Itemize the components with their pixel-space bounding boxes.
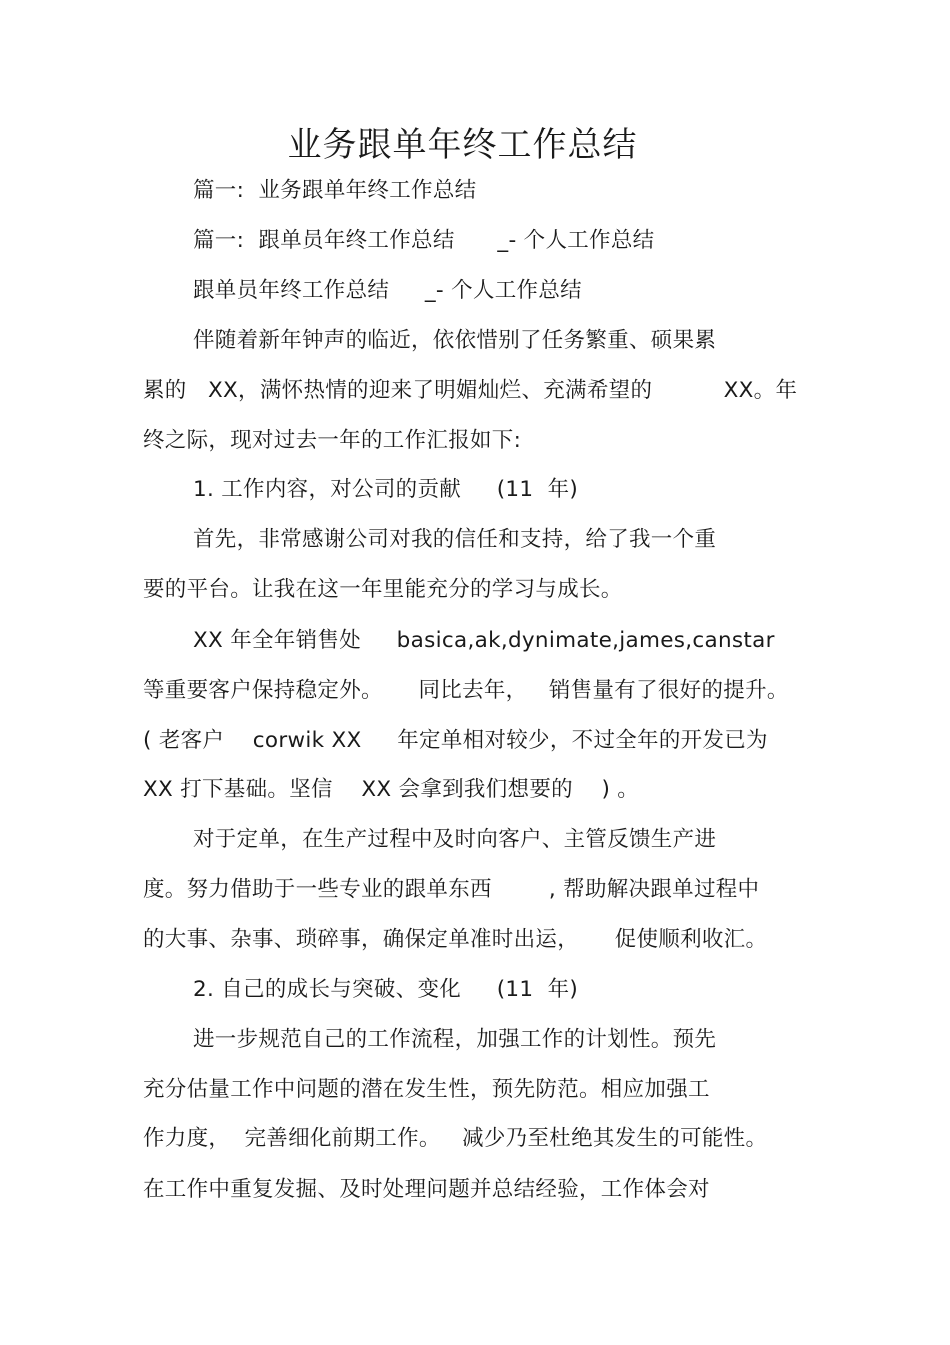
section-heading: 2. 自己的成长与突破、变化 (11 年) [193,977,579,1002]
paragraph-line: 首先，非常感谢公司对我的信任和支持，给了我一个重 [193,527,717,552]
paragraph-line: 要的平台。让我在这一年里能充分的学习与成长。 [143,577,623,602]
paragraph-line: 伴随着新年钟声的临近，依依惜别了任务繁重、硕果累 [193,328,717,353]
paragraph-line: 的大事、杂事、琐碎事，确保定单准时出运， 促使顺利收汇。 [143,927,768,952]
paragraph-line: ( 老客户 corwik XX 年定单相对较少，不过全年的开发已为 [143,728,768,753]
paragraph-line: 充分估量工作中问题的潜在发生性，预先防范。相应加强工 [143,1077,710,1102]
paragraph-line: 对于定单，在生产过程中及时向客户、主管反馈生产进 [193,827,717,852]
paragraph-line: 终之际，现对过去一年的工作汇报如下: [143,428,522,453]
section-heading: 1. 工作内容，对公司的贡献 (11 年) [193,477,579,502]
subtitle-line: 篇一: 业务跟单年终工作总结 [193,178,477,203]
paragraph-line: 在工作中重复发掘、及时处理问题并总结经验，工作体会对 [143,1177,710,1202]
paragraph-line: 累的 XX，满怀热情的迎来了明媚灿烂、充满希望的 XX。年 [143,378,798,403]
paragraph-line: 作力度， 完善细化前期工作。 减少乃至杜绝其发生的可能性。 [143,1126,768,1151]
paragraph-line: 度。努力借助于一些专业的跟单东西 , 帮助解决跟单过程中 [143,877,760,902]
subtitle-line: 跟单员年终工作总结 _- 个人工作总结 [193,278,582,303]
paragraph-line: 进一步规范自己的工作流程，加强工作的计划性。预先 [193,1027,717,1052]
document-title: 业务跟单年终工作总结 [287,125,638,165]
paragraph-line: XX 打下基础。坚信 XX 会拿到我们想要的 ) 。 [143,777,640,802]
paragraph-line: XX 年全年销售处 basica,ak,dynimate,james,canstar [193,628,775,653]
paragraph-line: 等重要客户保持稳定外。 同比去年， 销售量有了很好的提升。 [143,678,789,703]
subtitle-line: 篇一: 跟单员年终工作总结 _- 个人工作总结 [193,228,655,253]
